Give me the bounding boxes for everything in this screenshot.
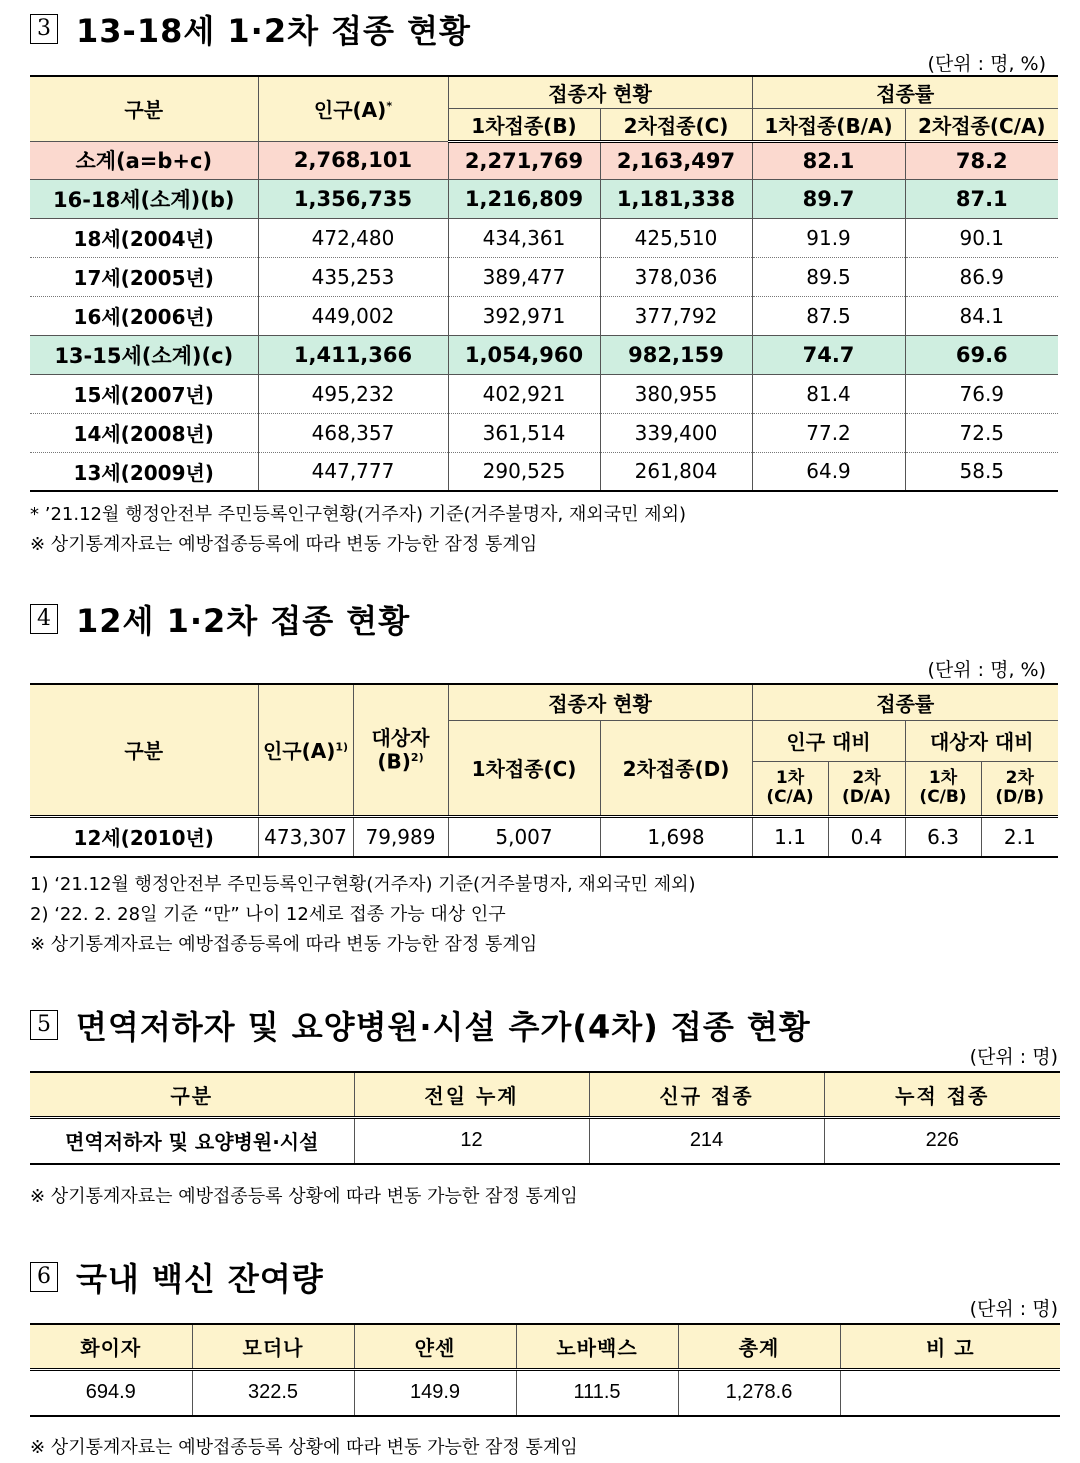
cell: 214	[589, 1117, 824, 1164]
cell: 694.9	[85, 1381, 136, 1404]
footnote: 1) ‘21.12월 행정안전부 주민등록인구현황(거주자) 기준(거주불명자, 재외국민 제외)	[30, 874, 696, 895]
header-moderna: 모더나	[192, 1324, 354, 1369]
cell: 12세(2010년)	[73, 826, 214, 851]
cell: 290,525	[448, 452, 600, 491]
cell: 2,163,497	[600, 141, 752, 179]
cell: 339,400	[600, 413, 752, 452]
cell: 1,356,735	[258, 179, 448, 218]
section5-heading	[30, 1002, 811, 1048]
cell: 2,271,769	[448, 141, 600, 179]
unit-label: (단위 : 명)	[969, 1046, 1058, 1068]
cell: 18세(2004년)	[30, 218, 258, 257]
cell: 468,357	[258, 413, 448, 452]
cell: 90.1	[905, 218, 1058, 257]
header-rate-t1: 1차 (C/B)	[905, 761, 981, 816]
cell: 82.1	[752, 141, 905, 179]
cell: 472,480	[258, 218, 448, 257]
vaccination-12-table	[30, 683, 1058, 858]
cell: 13세(2009년)	[30, 452, 258, 491]
table-row	[30, 257, 1058, 296]
table-row	[30, 452, 1058, 491]
cell: 261,804	[600, 452, 752, 491]
section6-heading	[30, 1254, 324, 1300]
header-dose1: 1차접종(C)	[448, 720, 600, 816]
header-dose2: 2차접종(C)	[600, 108, 752, 141]
cell: 72.5	[905, 413, 1058, 452]
header-rate-p2: 2차 (D/A)	[828, 761, 905, 816]
footnote: 2) ‘22. 2. 28일 기준 “만” 나이 12세로 접종 가능 대상 인구	[30, 904, 506, 925]
booster-table	[30, 1071, 1060, 1165]
section-number-box: 3	[30, 14, 58, 44]
cell: 91.9	[752, 218, 905, 257]
footnote: ※ 상기통계자료는 예방접종등록 상황에 따라 변동 가능한 잠정 통계임	[30, 1186, 578, 1207]
header-rate-p1: 1차 (C/A)	[752, 761, 828, 816]
header-vs-population: 인구 대비	[752, 720, 905, 761]
cell: 64.9	[752, 452, 905, 491]
header-novavax: 노바백스	[516, 1324, 678, 1369]
header-remarks: 비 고	[840, 1324, 1060, 1369]
section-title: 국내 백신 잔여량	[76, 1260, 324, 1298]
table-row	[30, 374, 1058, 413]
header-vaccinated-group: 접종자 현황	[448, 684, 752, 720]
cell: 5,007	[448, 816, 600, 857]
header-population: 인구(A)*	[258, 76, 448, 141]
cell: 76.9	[905, 374, 1058, 413]
header-category: 구분	[30, 684, 258, 816]
cell: 13-15세(소계)(c)	[30, 335, 258, 374]
cell: 12	[354, 1117, 589, 1164]
header-rate-group: 접종률	[752, 684, 1058, 720]
section-title: 13-18세 1·2차 접종 현황	[76, 12, 471, 50]
footnote: ※ 상기통계자료는 예방접종등록에 따라 변동 가능한 잠정 통계임	[30, 934, 538, 955]
cell: 79,989	[353, 816, 448, 857]
cell: 389,477	[448, 257, 600, 296]
header-category: 구분	[30, 76, 258, 141]
header-vs-target: 대상자 대비	[905, 720, 1058, 761]
header-vaccinated-group: 접종자 현황	[448, 76, 752, 108]
cell: 89.5	[752, 257, 905, 296]
section-title: 12세 1·2차 접종 현황	[76, 602, 411, 640]
cell: 16세(2006년)	[30, 296, 258, 335]
cell: 226	[824, 1117, 1060, 1164]
section3-heading	[30, 6, 471, 52]
header-rate-group: 접종률	[752, 76, 1058, 108]
cell: 2,768,101	[258, 141, 448, 179]
footnote: ※ 상기통계자료는 예방접종등록 상황에 따라 변동 가능한 잠정 통계임	[30, 1437, 578, 1458]
cell: 15세(2007년)	[30, 374, 258, 413]
cell: 425,510	[600, 218, 752, 257]
cell: 89.7	[752, 179, 905, 218]
cell: 378,036	[600, 257, 752, 296]
cell: 81.4	[752, 374, 905, 413]
cell: 87.1	[905, 179, 1058, 218]
table-row	[30, 413, 1058, 452]
cell: 473,307	[258, 816, 353, 857]
table-row	[30, 816, 1058, 857]
cell: 17세(2005년)	[30, 257, 258, 296]
cell: 447,777	[258, 452, 448, 491]
cell: 58.5	[905, 452, 1058, 491]
cell: 78.2	[905, 141, 1058, 179]
cell: 111.5	[516, 1369, 678, 1416]
header-rate1: 1차접종(B/A)	[752, 108, 905, 141]
vaccination-13-18-table	[30, 75, 1058, 492]
cell: 495,232	[258, 374, 448, 413]
cell: 434,361	[448, 218, 600, 257]
cell: 14세(2008년)	[30, 413, 258, 452]
unit-label: (단위 : 명, %)	[927, 53, 1046, 75]
cell: 435,253	[258, 257, 448, 296]
header-pfizer: 화이자	[30, 1324, 192, 1369]
cell: 149.9	[354, 1369, 516, 1416]
table-row	[30, 1117, 1060, 1164]
table-row	[30, 296, 1058, 335]
unit-label: (단위 : 명, %)	[927, 659, 1046, 681]
cell: 322.5	[192, 1369, 354, 1416]
header-dose1: 1차접종(B)	[448, 108, 600, 141]
header-target: 대상자 $(B)^{2)}$	[353, 684, 448, 816]
cell: 면역저하자 및 요양병원·시설	[65, 1130, 319, 1155]
header-new: 신규 접종	[589, 1072, 824, 1117]
cell: 1,216,809	[448, 179, 600, 218]
cell: 74.7	[752, 335, 905, 374]
section-title: 면역저하자 및 요양병원·시설 추가(4차) 접종 현황	[76, 1008, 811, 1046]
cell: 16-18세(소계)(b)	[30, 179, 258, 218]
cell: 392,971	[448, 296, 600, 335]
cell: 2.1	[981, 816, 1058, 857]
header-rate2: 2차접종(C/A)	[905, 108, 1058, 141]
cell: 377,792	[600, 296, 752, 335]
cell: 소계(a=b+c)	[30, 141, 258, 179]
cell: 84.1	[905, 296, 1058, 335]
cell: 1.1	[752, 816, 828, 857]
table-row	[30, 218, 1058, 257]
cell: 982,159	[600, 335, 752, 374]
footnote: * ’21.12월 행정안전부 주민등록인구현황(거주자) 기준(거주불명자, 재외국민 제외)	[30, 504, 687, 525]
vaccine-stock-table	[30, 1323, 1060, 1417]
cell: 361,514	[448, 413, 600, 452]
section-number-box: 4	[30, 604, 58, 634]
cell: 77.2	[752, 413, 905, 452]
cell: 69.6	[905, 335, 1058, 374]
header-category: 구분	[30, 1072, 354, 1117]
unit-label: (단위 : 명)	[969, 1298, 1058, 1320]
cell: 1,698	[600, 816, 752, 857]
header-rate-t2: 2차 (D/B)	[981, 761, 1058, 816]
cell: 6.3	[905, 816, 981, 857]
cell: 87.5	[752, 296, 905, 335]
header-previous-total: 전일 누계	[354, 1072, 589, 1117]
header-janssen: 얀센	[354, 1324, 516, 1369]
section4-heading	[30, 596, 410, 642]
cell: 1,278.6	[678, 1369, 840, 1416]
cell: 1,181,338	[600, 179, 752, 218]
header-population: 인구$(A)^{1)}$	[258, 684, 353, 816]
table-row-total	[30, 141, 1058, 179]
footnote: ※ 상기통계자료는 예방접종등록에 따라 변동 가능한 잠정 통계임	[30, 534, 538, 555]
header-cumulative: 누적 접종	[824, 1072, 1060, 1117]
cell: 449,002	[258, 296, 448, 335]
table-row	[30, 1369, 1060, 1416]
section-number-box: 6	[30, 1262, 58, 1292]
header-dose2: 2차접종(D)	[600, 720, 752, 816]
section-number-box: 5	[30, 1010, 58, 1040]
cell: 86.9	[905, 257, 1058, 296]
table-row-subtotal	[30, 335, 1058, 374]
cell: 1,411,366	[258, 335, 448, 374]
table-row-subtotal	[30, 179, 1058, 218]
cell: 380,955	[600, 374, 752, 413]
header-total: 총계	[678, 1324, 840, 1369]
cell	[840, 1369, 1060, 1416]
cell: 0.4	[828, 816, 905, 857]
cell: 1,054,960	[448, 335, 600, 374]
cell: 402,921	[448, 374, 600, 413]
